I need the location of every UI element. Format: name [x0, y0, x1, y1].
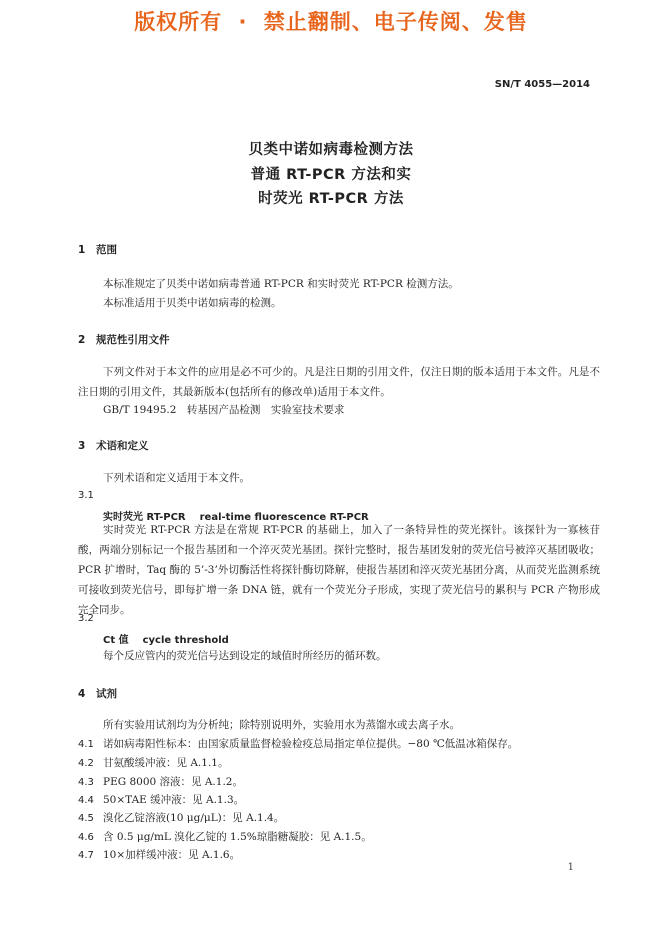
- item-number: 4.2: [78, 758, 94, 769]
- document-title-line: 时荧光 RT-PCR 方法: [258, 191, 404, 207]
- section-title: 术语和定义: [96, 440, 149, 452]
- paragraph: 下列术语和定义适用于本文件。: [103, 472, 250, 484]
- reagent-item: [78, 847, 240, 862]
- item-text: PEG 8000 溶液：见 A.1.2。: [103, 776, 243, 788]
- term-number: 3.2: [78, 613, 94, 624]
- term-heading: [103, 631, 229, 646]
- item-text: 溴化乙锭溶液(10 μg/μL)：见 A.1.4。: [103, 812, 285, 824]
- page-number: 1: [567, 862, 574, 873]
- section-number: 4: [78, 688, 86, 700]
- section-heading: [78, 438, 149, 453]
- reagent-item: [78, 774, 243, 789]
- section-heading: [78, 242, 117, 257]
- term-en: real-time fluorescence RT-PCR: [199, 512, 369, 523]
- paragraph: 下列文件对于本文件的应用是必不可少的。凡是注日期的引用文件，仅注日期的版本适用于本文件。凡是不注日期的引用文件，其最新版本(包括所有的修改单)适用于本文件。: [78, 366, 600, 398]
- watermark-part: 禁止翻制、电子传阅、发售: [263, 10, 528, 34]
- item-number: 4.4: [78, 795, 94, 806]
- watermark-dot: ·: [238, 10, 248, 34]
- section-number: 1: [78, 244, 86, 256]
- term-number: 3.1: [78, 490, 94, 501]
- document-title-line: 贝类中诺如病毒检测方法: [248, 142, 414, 158]
- section-title: 试剂: [96, 688, 117, 700]
- normative-reference: GB/T 19495.2 转基因产品检测 实验室技术要求: [103, 404, 345, 416]
- section-heading: [78, 332, 170, 347]
- section-title: 范围: [96, 244, 117, 256]
- item-text: 50×TAE 缓冲液：见 A.1.3。: [103, 794, 245, 806]
- item-number: 4.6: [78, 832, 94, 843]
- section-number: 2: [78, 334, 86, 346]
- item-number: 4.5: [78, 813, 94, 824]
- document-title-line: 普通 RT-PCR 方法和实: [250, 167, 412, 183]
- term-cn: Ct 值: [103, 635, 129, 646]
- standard-code: SN/T 4055—2014: [494, 79, 590, 90]
- item-text: 诺如病毒阳性标本：由国家质量监督检验检疫总局指定单位提供。−80 ℃低温冰箱保存。: [103, 738, 519, 750]
- reagent-item: [78, 755, 228, 770]
- item-number: 4.7: [78, 850, 94, 861]
- term-en: cycle threshold: [142, 635, 229, 646]
- watermark-part: 版权所有: [134, 10, 223, 34]
- paragraph: 本标准规定了贝类中诺如病毒普通 RT-PCR 和实时荧光 RT-PCR 检测方法。: [103, 278, 459, 290]
- item-number: 4.3: [78, 777, 94, 788]
- item-text: 甘氨酸缓冲液：见 A.1.1。: [103, 757, 229, 769]
- term-definition: 每个反应管内的荧光信号达到设定的域值时所经历的循环数。: [103, 650, 387, 662]
- reagent-item: [78, 810, 284, 825]
- reagent-item: [78, 792, 244, 807]
- item-text: 含 0.5 μg/mL 溴化乙锭的 1.5%琼脂糖凝胶：见 A.1.5。: [103, 831, 372, 843]
- section-number: 3: [78, 440, 86, 452]
- paragraph: 本标准适用于贝类中诺如病毒的检测。: [103, 297, 282, 309]
- term-cn: 实时荧光 RT-PCR: [103, 512, 186, 523]
- copyright-watermark: [0, 6, 662, 36]
- reagent-item: [78, 829, 372, 844]
- section-title: 规范性引用文件: [96, 334, 170, 346]
- term-definition: 实时荧光 RT-PCR 方法是在常规 RT-PCR 的基础上，加入了一条特异性的荧光探针。该探针为一寡核苷酸，两端分别标记一个报告基团和一个淬灭荧光基团。探针完整时，报告基团发射的荧光信号被淬灭基团吸收；PCR 扩增时，Taq 酶的 5’-3’外切酶活性将探针酶切降解，使报告基团和淬灭荧光基团分离，从而荧光监测系统可接收到荧光信号，即每扩增一条 DNA 链，就有一个荧光分子形成，实现了荧光信号的累积与 PCR 产物形成完全同步。: [78, 524, 600, 616]
- paragraph: 所有实验用试剂均为分析纯；除特别说明外，实验用水为蒸馏水或去离子水。: [103, 719, 460, 731]
- item-text: 10×加样缓冲液：见 A.1.6。: [103, 849, 241, 861]
- section-heading: [78, 686, 117, 701]
- item-number: 4.1: [78, 739, 94, 750]
- reagent-item: [78, 736, 518, 751]
